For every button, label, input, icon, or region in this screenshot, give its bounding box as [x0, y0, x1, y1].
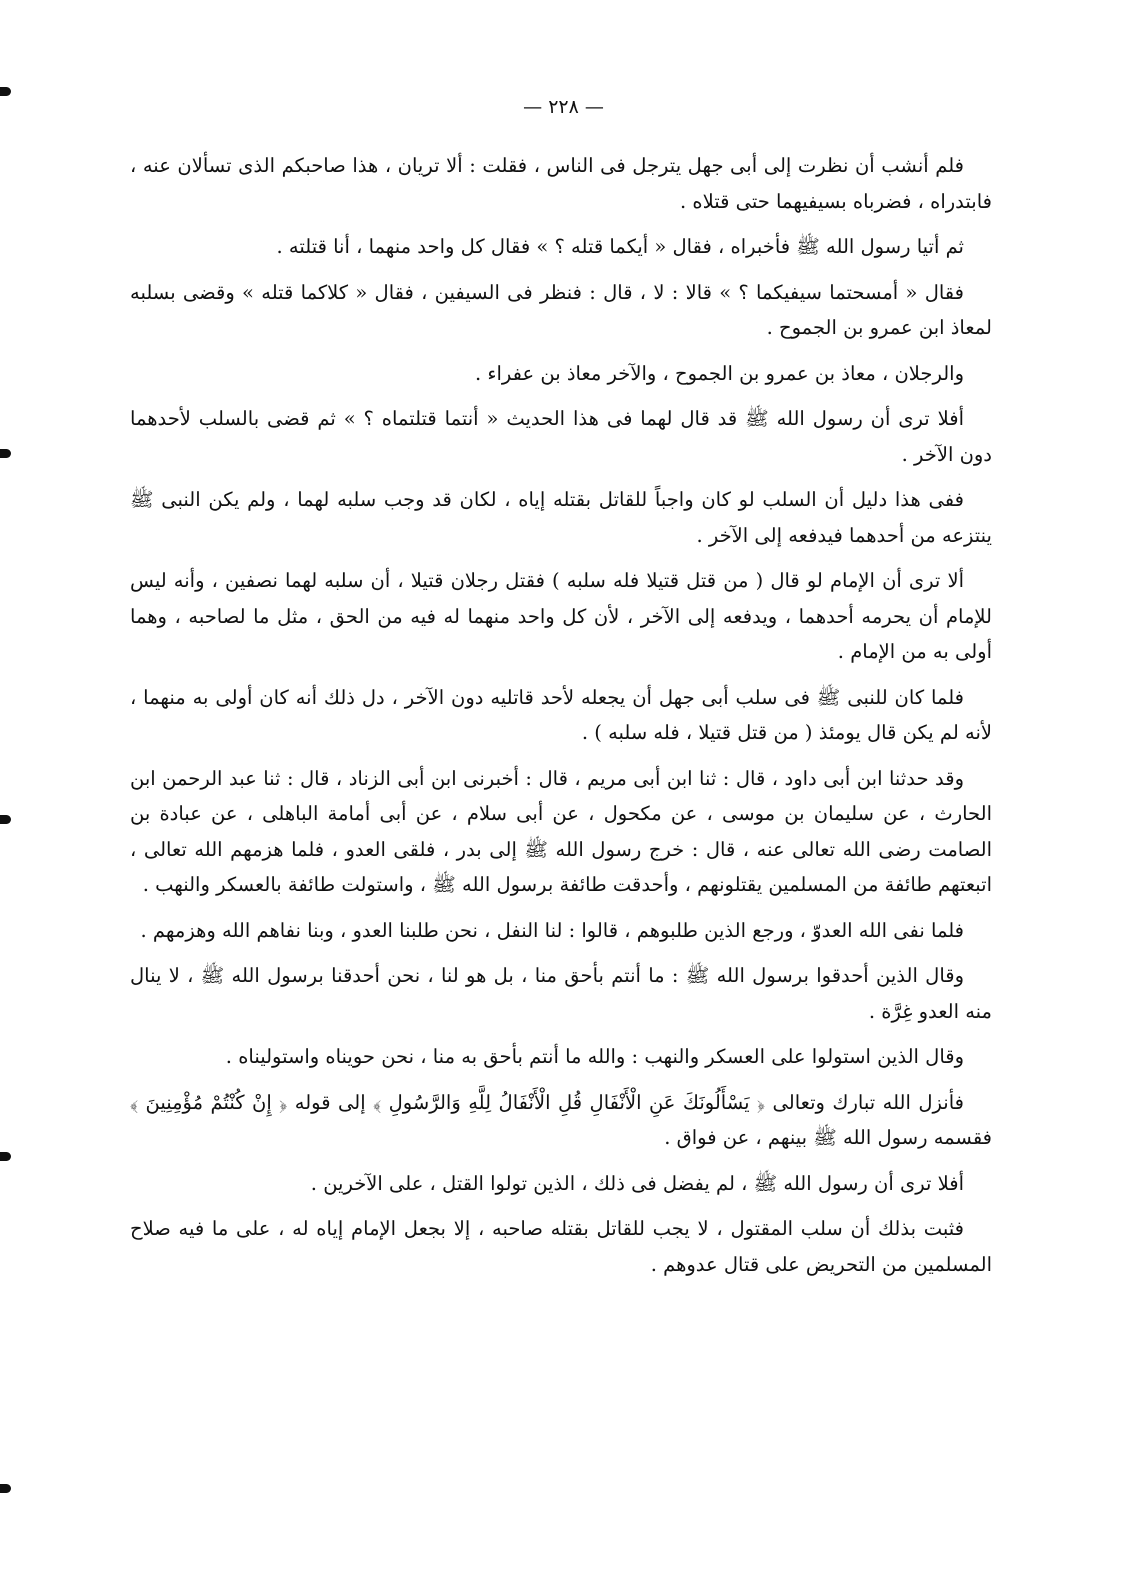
scan-edge-mark — [0, 87, 11, 96]
paragraph: ألا ترى أن الإمام لو قال ( من قتل قتيلا فله سلبه ) فقتل رجلان قتيلا ، أن سلبه لهما نصفين ، وأنه ليس للإمام أن يحرمه أحدهما ، ويدفعه إلى الآخر ، لأن كل واحد منهما له فيه من الحق ، مثل ما لصاحبه ، وهما أولى به من الإمام . — [130, 569, 992, 663]
paragraph: أفلا ترى أن رسول الله ﷺ ، لم يفضل فى ذلك ، الذين تولوا القتل ، على الآخرين . — [310, 1171, 964, 1195]
scan-edge-mark — [0, 1152, 11, 1161]
paragraph: أفلا ترى أن رسول الله ﷺ قد قال لهما فى هذا الحديث « أنتما قتلتماه ؟ » ثم قضى بالسلب لأحدهما دون الآخر . — [130, 407, 992, 466]
paragraph: فثبت بذلك أن سلب المقتول ، لا يجب للقاتل بقتله صاحبه ، إلا بجعل الإمام إياه له ، على ما فيه صلاح المسلمين من التحريض على قتال عدوهم . — [130, 1217, 992, 1276]
paragraph: فلم أنشب أن نظرت إلى أبى جهل يترجل فى الناس ، فقلت : ألا تريان ، هذا صاحبكم الذى تسألان عنه ، فابتدراه ، فضرباه بسيفيهما حتى قتلاه . — [130, 154, 992, 213]
paragraph: وقال الذين أحدقوا برسول الله ﷺ : ما أنتم بأحق منا ، بل هو لنا ، نحن أحدقنا برسول الله ﷺ ، لا ينال منه العدو غِرَّة . — [130, 964, 992, 1023]
paragraph: وقال الذين استولوا على العسكر والنهب : والله ما أنتم بأحق به منا ، نحن حويناه واستوليناه . — [225, 1045, 964, 1068]
paragraph: والرجلان ، معاذ بن عمرو بن الجموح ، والآخر معاذ بن عفراء . — [474, 361, 964, 385]
paragraph: ثم أتيا رسول الله ﷺ فأخبراه ، فقال « أيكما قتله ؟ » فقال كل واحد منهما ، أنا قتلته . — [276, 235, 964, 258]
paragraph: ففى هذا دليل أن السلب لو كان واجباً للقاتل بقتله إياه ، لكان قد وجب سلبه لهما ، ولم يكن النبى ﷺ ينتزعه من أحدهما فيدفعه إلى الآخر . — [130, 488, 992, 547]
document-body — [130, 148, 992, 1282]
paragraph: وقد حدثنا ابن أبى داود ، قال : ثنا ابن أبى مريم ، قال : أخبرنى ابن أبى الزناد ، قال : ثنا عبد الرحمن ابن الحارث ، عن سليمان بن موسى ، عن مكحول ، عن أبى سلام ، عن أبى أمامة الباهلى ، عن عبادة بن الصامت رضى الله تعالى عنه ، قال : خرج رسول الله ﷺ إلى بدر ، فلقى العدو ، فلما هزمهم الله تعالى ، اتبعتهم طائفة من المسلمين يقتلونهم ، وأحدقت طائفة برسول الله ﷺ ، واستولت طائفة بالعسكر والنهب . — [130, 766, 992, 896]
paragraph: فقال « أمسحتما سيفيكما ؟ » قالا : لا ، قال : فنظر فى السيفين ، فقال « كلاكما قتله » وقضى بسلبه لمعاذ ابن عمرو بن الجموح . — [130, 280, 992, 339]
paragraph: فلما نفى الله العدوّ ، ورجع الذين طلبوهم ، قالوا : لنا النفل ، نحن طلبنا العدو ، وبنا نفاهم الله وهزمهم . — [140, 918, 964, 942]
page-number: — ٢٢٨ — — [523, 96, 604, 118]
scan-edge-mark — [0, 1484, 11, 1493]
paragraph: فلما كان للنبى ﷺ فى سلب أبى جهل أن يجعله لأحد قاتليه دون الآخر ، دل ذلك أنه كان أولى به منهما ، لأنه لم يكن قال يومئذ ( من قتل قتيلا ، فله سلبه ) . — [130, 685, 992, 744]
paragraph: فأنزل الله تبارك وتعالى ﴿ يَسْأَلُونَكَ عَنِ الْأَنْفَالِ قُلِ الْأَنْفَالُ لِلَّهِ وَالرَّسُولِ ﴾ إلى قوله ﴿ إِنْ كُنْتُمْ مُؤْمِنِينَ ﴾ فقسمه رسول الله ﷺ بينهم ، عن فواق . — [130, 1090, 992, 1149]
scan-edge-mark — [0, 449, 11, 458]
scan-edge-mark — [0, 815, 11, 824]
